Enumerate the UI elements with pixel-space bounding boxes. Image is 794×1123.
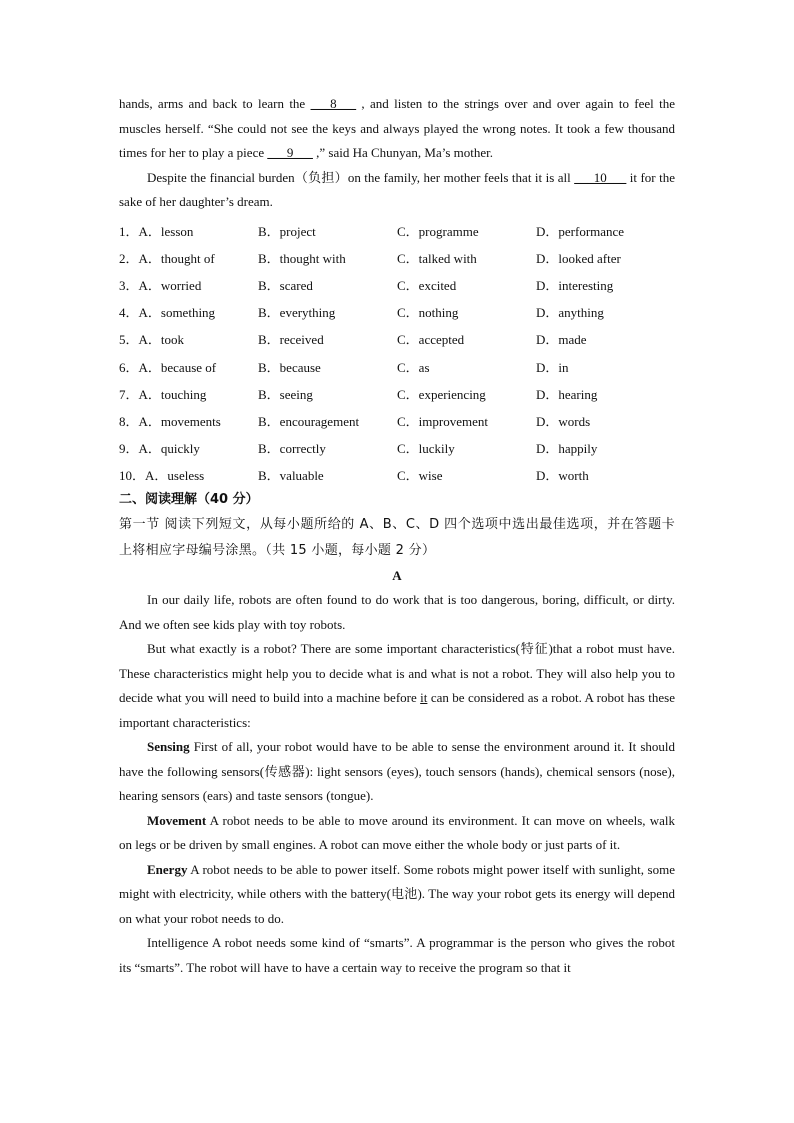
characteristic-label: Sensing [147,739,190,755]
option-a: 5．A．took [119,332,185,348]
option-b: B．seeing [258,386,313,402]
option-c: C．nothing [397,305,459,321]
option-row [119,271,675,298]
option-a: 2．A．thought of [119,250,215,266]
option-b: B．everything [258,305,336,321]
passage-letter: A [392,568,402,584]
option-d: D．in [536,359,569,375]
text-run: , and listen to the strings over and over again to feel the muscles herself. “She could not see the keys and always played the wrong notes. It took a few thousand times for her to play a piece [119,96,675,160]
option-row [119,352,675,379]
blank-9: ___9___ [267,145,313,160]
option-row [119,407,675,434]
option-row [119,461,675,488]
passage-paragraph-sensing [119,735,675,809]
option-d: D．made [536,332,587,348]
text-run: But what exactly is a robot? There are some important characteristics(特征)that a robot must have. These characteristics might help you to decide what is and what is not a robot. They will also help you to decide what you will need to build into a machine before [119,641,675,706]
option-d: D．interesting [536,277,614,293]
text-run: A robot needs some kind of “smarts”. A programmar is the person who gives the robot its “smarts”. The robot will have to have a certain way to receive the program so that it [119,935,675,975]
characteristic-label: Intelligence [147,935,209,951]
option-b: B．thought with [258,250,346,266]
option-d: D．words [536,413,591,429]
option-b: B．correctly [258,441,326,457]
passage-paragraph-movement [119,809,675,858]
cloze-paragraph-2 [119,166,675,215]
option-c: C．wise [397,468,443,484]
option-b: B．encouragement [258,413,360,429]
option-b: B．valuable [258,468,324,484]
text-run: ,” said Ha Chunyan, Ma’s mother. [312,145,494,160]
option-d: D．worth [536,468,589,484]
option-a: 9．A．quickly [119,441,200,457]
option-b: B．because [258,359,321,375]
option-b: B．scared [258,277,313,293]
section-instruction: 第一节 阅读下列短文，从每小题所给的 A、B、C、D 四个选项中选出最佳选项，并在答题卡上将相应字母编号涂黑。（共 15 小题，每小题 2 分） [119,517,675,559]
option-a: 1．A．lesson [119,223,194,239]
option-d: D．looked after [536,250,621,266]
text-run: A robot needs to be able to power itself. Some robots might power itself with sunlight, some might with electricity, while others with the battery(电池). The way your robot gets its energy will depend on what your robot needs to do. [119,861,675,926]
document-page [119,92,675,980]
option-a: 8．A．movements [119,413,221,429]
blank-10: ___10___ [574,169,627,185]
option-row [119,434,675,461]
option-a: 6．A．because of [119,359,217,375]
option-a: 10．A．useless [119,468,205,484]
option-c: C．programme [397,223,479,239]
option-a: 4．A．something [119,305,216,321]
option-b: B．project [258,223,316,239]
option-row [119,380,675,407]
option-c: C．excited [397,277,457,293]
cloze-paragraph-1 [119,92,675,166]
text-run: can be considered as a robot. A robot has these important characteristics: [119,690,675,730]
option-d: D．happily [536,441,598,457]
option-a: 3．A．worried [119,277,202,293]
text-run: Despite the financial burden（负担）on the family, her mother feels that it is all [147,169,575,185]
option-a: 7．A．touching [119,386,207,402]
option-c: C．accepted [397,332,465,348]
option-c: C．experiencing [397,386,486,402]
option-row [119,244,675,271]
option-d: D．hearing [536,386,598,402]
passage-paragraph-2 [119,637,675,735]
option-c: C．improvement [397,413,488,429]
passage-paragraph-1: In our daily life, robots are often found to do work that is too dangerous, boring, difficult, or dirty. And we often see kids play with toy robots. [119,592,675,632]
section-heading: 二、阅读理解（40 分） [119,492,259,508]
blank-8: ___8___ [310,96,357,111]
option-d: D．performance [536,223,625,239]
text-run: hands, arms and back to learn the [119,96,311,111]
passage-paragraph-intelligence [119,931,675,980]
characteristic-label: Movement [147,812,207,828]
underlined-word: it [420,690,428,706]
passage-paragraph-energy [119,858,675,932]
option-d: D．anything [536,305,604,321]
option-row [119,325,675,352]
option-row [119,217,675,244]
options-list [119,217,675,489]
option-row [119,298,675,325]
option-c: C．luckily [397,441,455,457]
text-run: A robot needs to be able to move around its environment. It can move on wheels, walk on legs or be driven by small engines. A robot can move either the whole body or just parts of it. [119,812,675,853]
option-b: B．received [258,332,324,348]
option-c: C．talked with [397,250,477,266]
text-run: First of all, your robot would have to be able to sense the environment around it. It should have the following sensors(传感器): light sensors (eyes), touch sensors (hands), chemical sensors (nose), hearing sensors (ears) and taste sensors (tongue). [119,739,675,804]
option-c: C．as [397,359,430,375]
text-run: it for the sake of her daughter’s dream. [119,169,676,209]
characteristic-label: Energy [147,861,188,877]
